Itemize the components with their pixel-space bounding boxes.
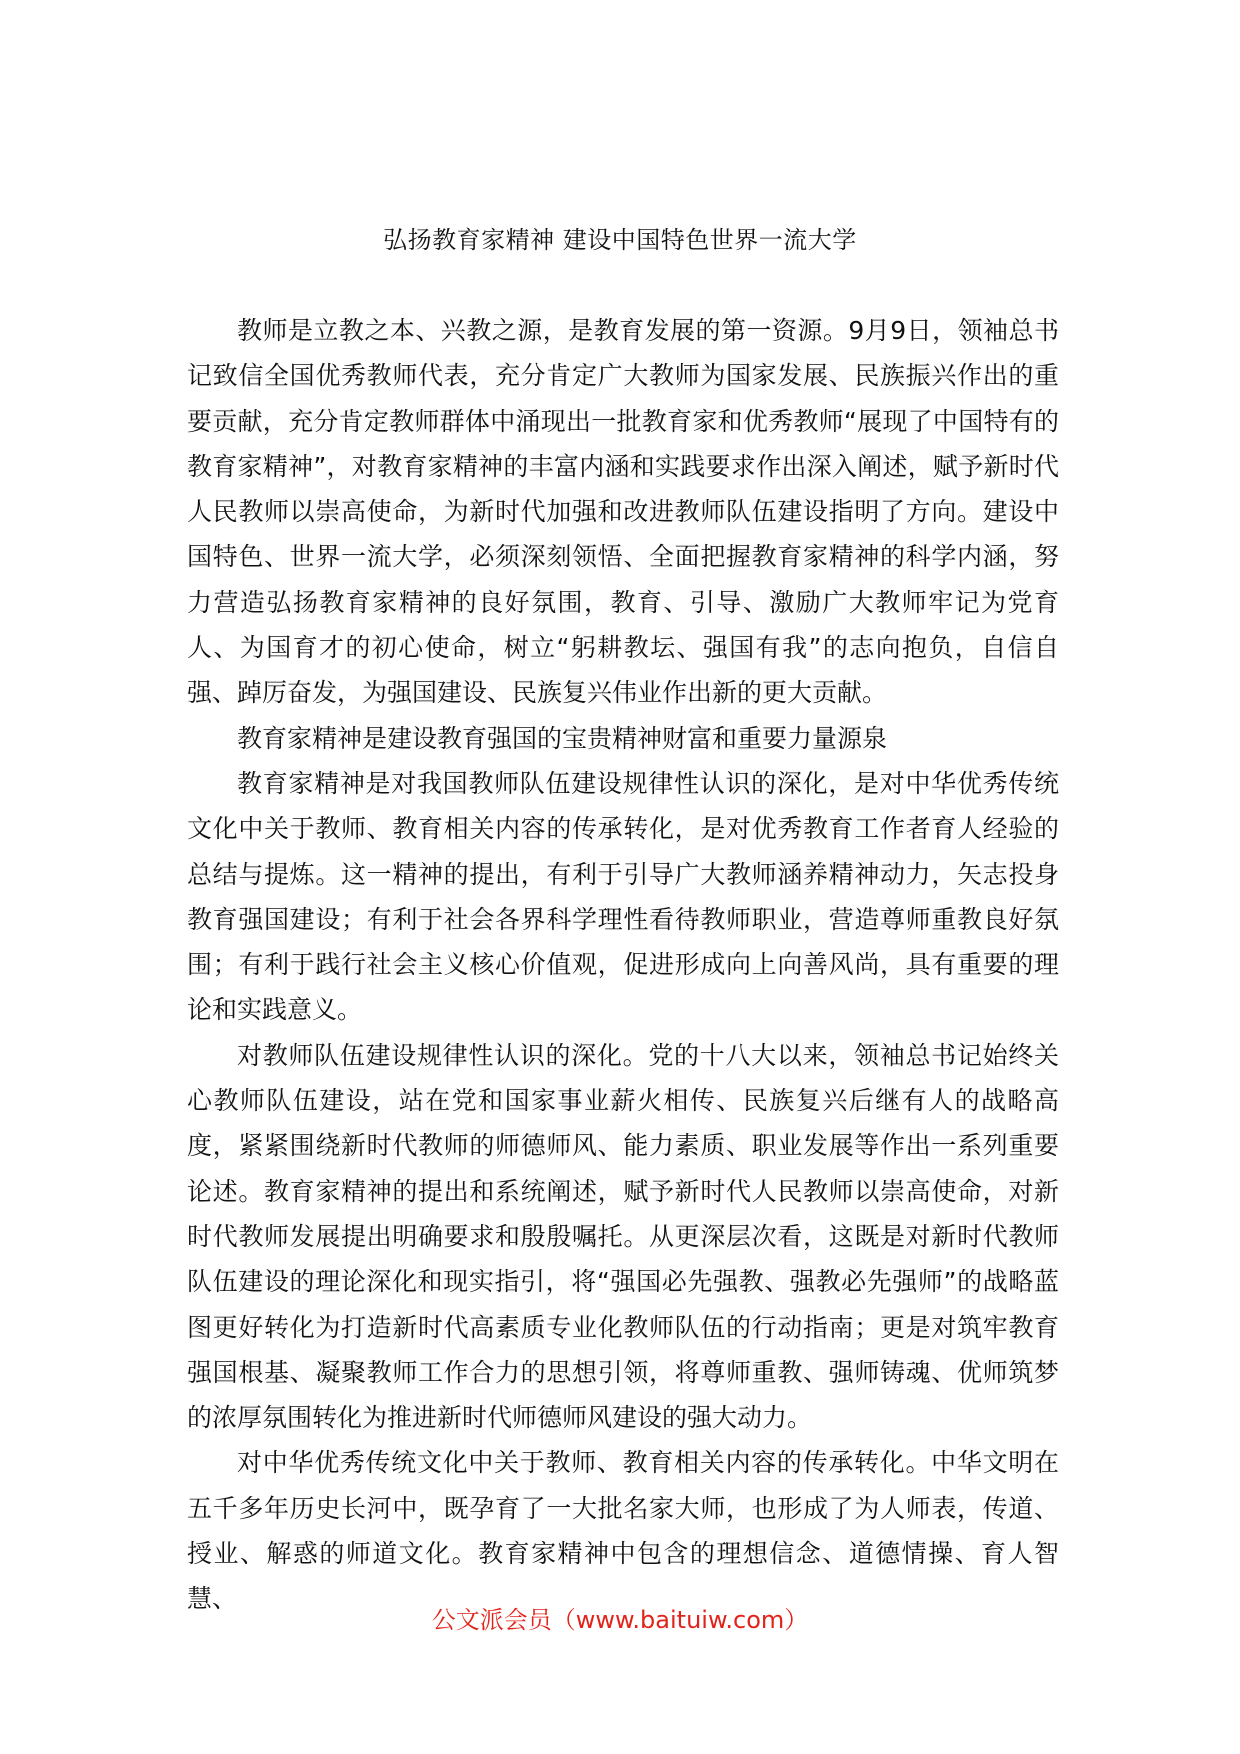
- article-body: [187, 308, 1059, 1622]
- footer-watermark: 公文派会员（www.baituiw.com）: [431, 1606, 809, 1634]
- paragraph: 教育家精神是对我国教师队伍建设规律性认识的深化，是对中华优秀传统文化中关于教师、教育相关内容的传承转化，是对优秀教育工作者育人经验的总结与提炼。这一精神的提出，有利于引导广大教师涵养精神动力，矢志投身教育强国建设；有利于社会各界科学理性看待教师职业，营造尊师重教良好氛围；有利于践行社会主义核心价值观，促进形成向上向善风尚，具有重要的理论和实践意义。: [187, 768, 1059, 1025]
- paragraph: 对教师队伍建设规律性认识的深化。党的十八大以来，领袖总书记始终关心教师队伍建设，站在党和国家事业薪火相传、民族复兴后继有人的战略高度，紧紧围绕新时代教师的师德师风、能力素质、职业发展等作出一系列重要论述。教育家精神的提出和系统阐述，赋予新时代人民教师以崇高使命，对新时代教师发展提出明确要求和殷殷嘱托。从更深层次看，这既是对新时代教师队伍建设的理论深化和现实指引，将“强国必先强教、强教必先强师”的战略蓝图更好转化为打造新时代高素质专业化教师队伍的行动指南；更是对筑牢教育强国根基、凝聚教师工作合力的思想引领，将尊师重教、强师铸魂、优师筑梦的浓厚氛围转化为推进新时代师德师风建设的强大动力。: [187, 1040, 1059, 1433]
- section-heading: 教育家精神是建设教育强国的宝贵精神财富和重要力量源泉: [237, 723, 888, 753]
- page-title: 弘扬教育家精神 建设中国特色世界一流大学: [383, 226, 857, 254]
- paragraph: 对中华优秀传统文化中关于教师、教育相关内容的传承转化。中华文明在五千多年历史长河中，既孕育了一大批名家大师，也形成了为人师表，传道、授业、解惑的师道文化。教育家精神中包含的理想信念、道德情操、育人智慧、: [187, 1448, 1059, 1614]
- paragraph: 教师是立教之本、兴教之源，是教育发展的第一资源。9月9日，领袖总书记致信全国优秀教师代表，充分肯定广大教师为国家发展、民族振兴作出的重要贡献，充分肯定教师群体中涌现出一批教育家和优秀教师“展现了中国特有的教育家精神”，对教育家精神的丰富内涵和实践要求作出深入阐述，赋予新时代人民教师以崇高使命，为新时代加强和改进教师队伍建设指明了方向。建设中国特色、世界一流大学，必须深刻领悟、全面把握教育家精神的科学内涵，努力营造弘扬教育家精神的良好氛围，教育、引导、激励广大教师牢记为党育人、为国育才的初心使命，树立“躬耕教坛、强国有我”的志向抱负，自信自强、踔厉奋发，为强国建设、民族复兴伟业作出新的更大贡献。: [187, 316, 1059, 708]
